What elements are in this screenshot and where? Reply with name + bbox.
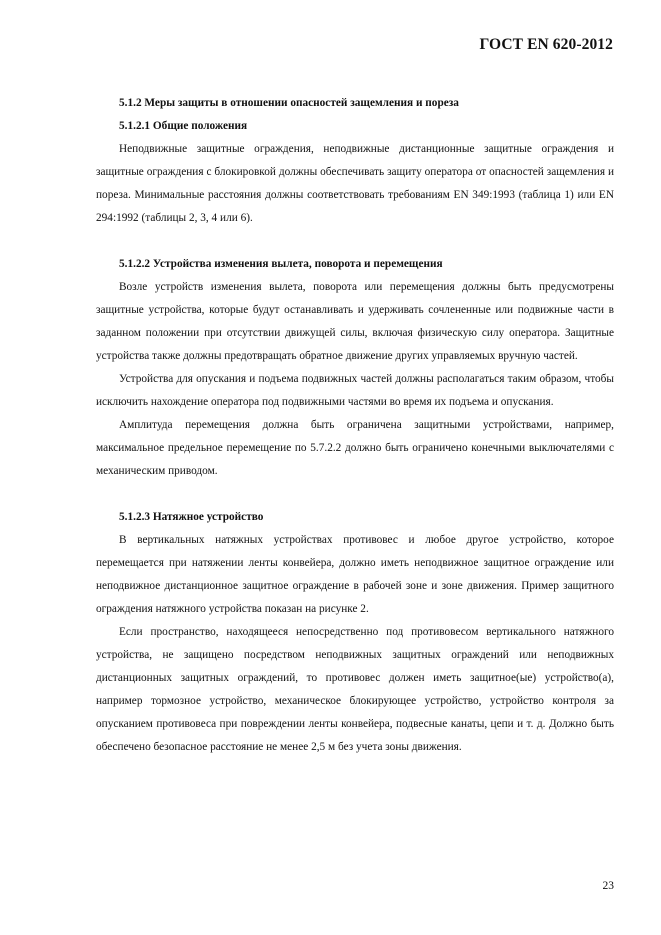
section-heading-5-1-2-3: 5.1.2.3 Натяжное устройство xyxy=(119,511,264,523)
section-gap xyxy=(96,230,614,253)
paragraph: Неподвижные защитные ограждения, неподвижные дистанционные защитные ограждения и защитные ограждения с блокировкой должны обеспечивать защиту оператора от опасностей защемления и пореза. Минимальные расстояния должны соответствовать требованиям EN 349:1993 (таблица 1) или EN 294:1992 (таблицы 2, 3, 4 или 6). xyxy=(96,143,614,224)
section-heading-5-1-2-1: 5.1.2.1 Общие положения xyxy=(119,120,248,132)
page-number: 23 xyxy=(602,880,614,892)
paragraph: Возле устройств изменения вылета, поворота или перемещения должны быть предусмотрены защитные устройства, которые будут останавливать и удерживать сочлененные или подвижные части в заданном положении при отсутствии движущей силы, включая физическую силу оператора. Защитные устройства также должны предотвращать обратное движение других управляемых вручную частей. xyxy=(96,281,614,362)
paragraph: В вертикальных натяжных устройствах противовес и любое другое устройство, которое перемещается при натяжении ленты конвейера, должно иметь неподвижное защитное ограждение или неподвижное дистанционное защитное ограждение в рабочей зоне и зоне движения. Пример защитного ограждения натяжного устройства показан на рисунке 2. xyxy=(96,534,614,615)
section-gap xyxy=(96,483,614,506)
section-heading-5-1-2: 5.1.2 Меры защиты в отношении опасностей защемления и пореза xyxy=(119,97,459,109)
paragraph: Если пространство, находящееся непосредственно под противовесом вертикального натяжного устройства, не защищено посредством неподвижных защитных ограждений или неподвижных дистанционных защитных ограждений, то противовес должен иметь защитное(ые) устройство(а), например тормозное устройство, механическое блокирующее устройство, устройство контроля за опусканием противовеса при повреждении ленты конвейера, подвесные канаты, цепи и т. д. Должно быть обеспечено безопасное расстояние не менее 2,5 м без учета зоны движения. xyxy=(96,626,614,753)
paragraph: Устройства для опускания и подъема подвижных частей должны располагаться таким образом, чтобы исключить нахождение оператора под подвижными частями во время их подъема и опускания. xyxy=(96,373,614,408)
document-code: ГОСТ EN 620-2012 xyxy=(479,36,613,53)
section-heading-5-1-2-2: 5.1.2.2 Устройства изменения вылета, поворота и перемещения xyxy=(119,258,443,270)
page-content xyxy=(96,92,614,759)
paragraph: Амплитуда перемещения должна быть ограничена защитными устройствами, например, максимальное предельное перемещение по 5.7.2.2 должно быть ограничено конечными выключателями с механическим приводом. xyxy=(96,419,614,477)
